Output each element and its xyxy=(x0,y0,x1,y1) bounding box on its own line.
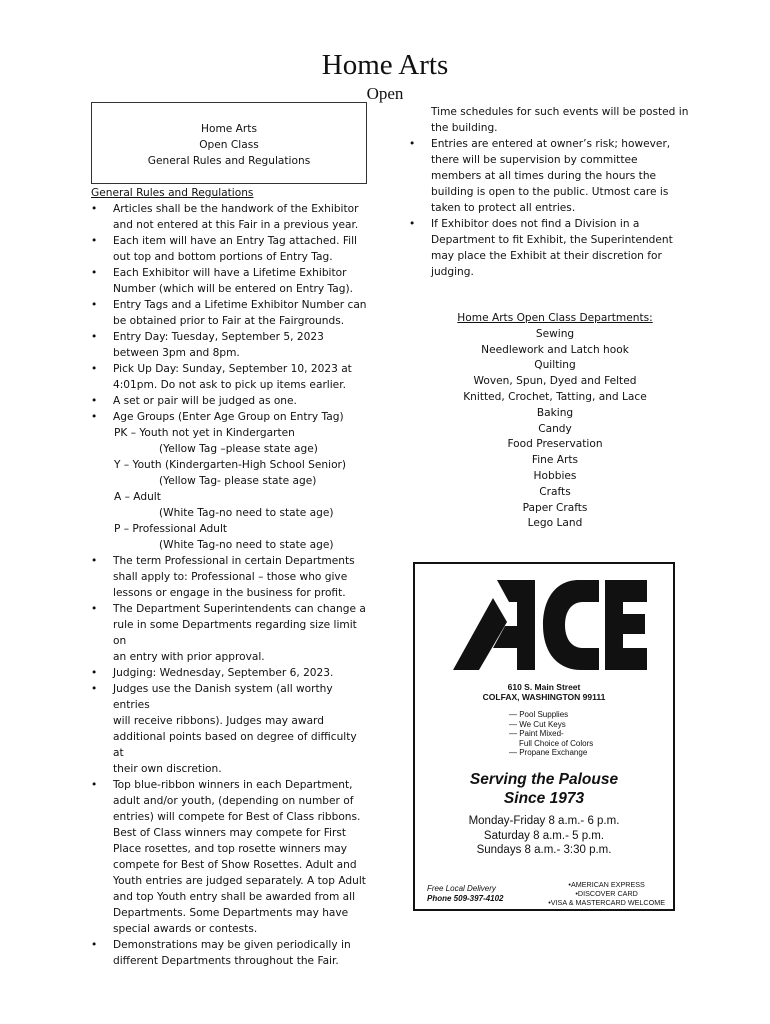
age-group-label: Y – Youth (Kindergarten-High School Senior) xyxy=(114,459,347,471)
age-group-label: A – Adult xyxy=(114,491,161,503)
rule-item xyxy=(91,233,367,265)
department-item: Crafts xyxy=(539,485,571,498)
age-group-tag: (Yellow Tag- please state age) xyxy=(159,475,317,487)
departments-list xyxy=(441,311,669,532)
rule-line: • The Department Superintendents can change a xyxy=(113,603,366,615)
department-item: Candy xyxy=(538,422,572,435)
ad-address-line: 610 S. Main Street xyxy=(507,682,581,692)
department-item: Food Preservation xyxy=(507,438,603,451)
rule-line: Department to fit Exhibit, the Superintendent xyxy=(431,234,673,246)
ace-advertisement xyxy=(413,562,675,911)
ad-address xyxy=(415,682,673,702)
rule-line: out top and bottom portions of Entry Tag. xyxy=(113,251,333,263)
rule-line: and top Youth entry shall be awarded from all xyxy=(113,891,356,903)
department-item: Hobbies xyxy=(533,469,577,482)
rules-list-continued xyxy=(91,553,367,969)
rule-line: • Top blue-ribbon winners in each Department, xyxy=(113,779,353,791)
ad-phone: Phone 509-397-4102 xyxy=(427,894,504,903)
ad-service-line: — We Cut Keys xyxy=(509,719,566,729)
age-group-tag: (White Tag-no need to state age) xyxy=(159,507,334,519)
rule-item xyxy=(91,361,367,393)
rule-line: Departments. Some Departments may have xyxy=(113,907,349,919)
rule-line: the building. xyxy=(431,122,498,134)
rules-list-right xyxy=(409,136,689,280)
rule-line: • Demonstrations may be given periodically in xyxy=(113,939,351,951)
rule-line: an entry with prior approval. xyxy=(113,651,265,663)
rule-line: Time schedules for such events will be posted in xyxy=(431,106,689,118)
age-group-tag: (Yellow Tag –please state age) xyxy=(159,443,318,455)
page-title: Home Arts xyxy=(321,49,449,81)
department-item: Lego Land xyxy=(527,517,583,530)
header-line: General Rules and Regulations xyxy=(147,155,311,167)
ad-payment-cards xyxy=(548,880,665,907)
rule-line: entries) will compete for Best of Class ribbons. xyxy=(113,811,361,823)
left-column xyxy=(91,102,367,969)
age-groups xyxy=(91,425,367,553)
rule-line: • Judges use the Danish system (all worthy entries xyxy=(113,683,333,711)
rule-line: • If Exhibitor does not find a Division in a xyxy=(431,218,640,230)
rule-line: • Each Exhibitor will have a Lifetime Exhibitor xyxy=(113,267,347,279)
rule-item xyxy=(91,601,367,665)
rule-line: • Judging: Wednesday, September 6, 2023. xyxy=(113,667,334,679)
rule-line: • Age Groups (Enter Age Group on Entry Tag) xyxy=(113,411,344,423)
header-box xyxy=(91,102,367,184)
rule-line: their own discretion. xyxy=(113,763,222,775)
rule-item xyxy=(91,265,367,297)
department-item: Baking xyxy=(536,406,574,419)
page-subtitle: Open xyxy=(366,84,404,103)
rule-line: additional points based on degree of difficulty at xyxy=(113,731,357,759)
department-item: Sewing xyxy=(535,327,575,340)
rule-line: adult and/or youth, (depending on number of xyxy=(113,795,354,807)
section-heading: General Rules and Regulations xyxy=(91,187,254,199)
department-item: Quilting xyxy=(534,359,576,372)
department-item: Paper Crafts xyxy=(522,501,588,514)
right-column xyxy=(409,104,689,280)
ad-hours-line: Saturday 8 a.m.- 5 p.m. xyxy=(483,829,605,842)
rule-line: and not entered at this Fair in a previous year. xyxy=(113,219,359,231)
ad-service-line: — Paint Mixed- xyxy=(509,729,564,739)
ace-logo-icon xyxy=(449,570,649,674)
age-group-label: P – Professional Adult xyxy=(114,523,228,535)
ad-address-line: COLFAX, WASHINGTON 99111 xyxy=(482,692,606,702)
rule-item xyxy=(91,393,367,409)
rule-line: different Departments throughout the Fair. xyxy=(113,955,339,967)
rule-line: will receive ribbons). Judges may award xyxy=(113,715,324,727)
ad-service-line: Full Choice of Colors xyxy=(519,738,594,748)
rule-item xyxy=(409,136,689,216)
rule-line: lessons or engage in the business for profit. xyxy=(113,587,346,599)
rules-list xyxy=(91,201,367,425)
department-item: Knitted, Crochet, Tatting, and Lace xyxy=(463,390,647,403)
ad-hours-line: Sundays 8 a.m.- 3:30 p.m. xyxy=(476,844,612,856)
departments-heading: Home Arts Open Class Departments: xyxy=(457,312,653,324)
rule-item xyxy=(91,297,367,329)
rule-item xyxy=(91,201,367,233)
rule-line: special awards or contests. xyxy=(113,923,258,935)
rule-item xyxy=(91,409,367,425)
ad-service-line: — Pool Supplies xyxy=(509,710,569,719)
rule-line: shall apply to: Professional – those who give xyxy=(113,571,348,583)
rule-line: • Entry Day: Tuesday, September 5, 2023 xyxy=(113,331,324,343)
rule-item xyxy=(91,329,367,361)
ad-service-line: — Propane Exchange xyxy=(509,748,588,758)
rule-line: rule in some Departments regarding size limit on xyxy=(113,619,357,647)
ad-card-line: •AMERICAN EXPRESS xyxy=(568,880,645,889)
rule-line: between 3pm and 8pm. xyxy=(113,347,240,359)
rule-line: • Entry Tags and a Lifetime Exhibitor Number can xyxy=(113,299,367,311)
rule-line: Youth entries are judged separately. A top Adult xyxy=(113,875,366,887)
rule-item xyxy=(91,553,367,601)
rule-item xyxy=(91,937,367,969)
continued-rule-text xyxy=(409,104,689,136)
rule-line: • The term Professional in certain Departments xyxy=(113,555,355,567)
rule-item xyxy=(409,216,689,280)
rule-item xyxy=(91,665,367,681)
rule-line: Number (which will be entered on Entry Tag). xyxy=(113,283,353,295)
ad-delivery-text: Free Local Delivery xyxy=(427,884,496,893)
rule-line: • A set or pair will be judged as one. xyxy=(113,395,297,407)
ad-delivery xyxy=(427,884,504,904)
rule-line: taken to protect all entries. xyxy=(431,202,576,214)
age-group-tag: (White Tag-no need to state age) xyxy=(159,539,334,551)
rule-line: members at all times during the hours the xyxy=(431,170,657,182)
header-line: Open Class xyxy=(199,139,259,151)
rule-line: compete for Best of Show Rosettes. Adult and xyxy=(113,859,357,871)
rule-line: Best of Class winners may compete for First xyxy=(113,827,347,839)
ad-slogan-line: Serving the Palouse xyxy=(469,771,619,788)
rule-line: there will be supervision by committee xyxy=(431,154,638,166)
rule-line: be obtained prior to Fair at the Fairgrounds. xyxy=(113,315,345,327)
rule-line: may place the Exhibit at their discretion for xyxy=(431,250,662,262)
ad-services xyxy=(509,710,593,758)
header-line: Home Arts xyxy=(201,123,257,135)
department-item: Fine Arts xyxy=(531,454,579,467)
rule-item xyxy=(91,681,367,777)
rule-line: • Each item will have an Entry Tag attached. Fill xyxy=(113,235,358,247)
age-group-label: PK – Youth not yet in Kindergarten xyxy=(114,427,295,439)
department-item: Woven, Spun, Dyed and Felted xyxy=(473,375,637,388)
ad-card-line: •VISA & MASTERCARD WELCOME xyxy=(548,898,665,907)
rule-line: • Pick Up Day: Sunday, September 10, 2023 at xyxy=(113,363,352,375)
rule-item xyxy=(91,777,367,937)
rule-line: 4:01pm. Do not ask to pick up items earlier. xyxy=(113,379,346,391)
ad-hours xyxy=(415,814,673,858)
rule-line: building is open to the public. Utmost care is xyxy=(431,186,669,198)
rule-line: • Articles shall be the handwork of the Exhibitor xyxy=(113,203,359,215)
ad-card-line: •DISCOVER CARD xyxy=(575,889,638,898)
ad-slogan-line: Since 1973 xyxy=(503,790,585,807)
ad-slogan xyxy=(415,770,673,808)
department-item: Needlework and Latch hook xyxy=(481,343,629,356)
rule-line: judging. xyxy=(431,266,474,278)
ad-hours-line: Monday-Friday 8 a.m.- 6 p.m. xyxy=(468,815,620,827)
rule-line: Place rosettes, and top rosette winners may xyxy=(113,843,347,855)
rule-line: • Entries are entered at owner’s risk; however, xyxy=(431,138,671,150)
